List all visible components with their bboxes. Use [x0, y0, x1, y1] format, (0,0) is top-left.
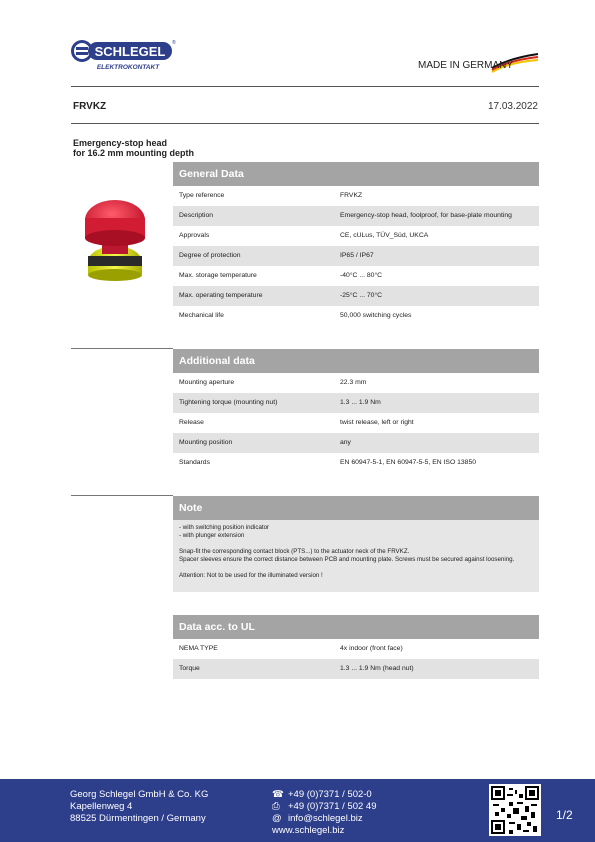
schlegel-logo [70, 38, 180, 72]
note-line: Spacer sleeves ensure the correct distance between PCB and mounting plate. Screws must be secured against loosening. [179, 556, 515, 563]
note-line: Attention: Not to be used for the illuminated version ! [179, 572, 323, 579]
phone-icon: ☎ [272, 789, 284, 800]
website-link[interactable]: www.schlegel.biz [272, 825, 345, 836]
row-key: Standards [179, 459, 210, 466]
product-subtitle [73, 138, 223, 158]
note-header: Note [173, 496, 539, 520]
document-date: 17.03.2022 [487, 101, 538, 112]
row-key: Torque [179, 665, 200, 672]
svg-text:SCHLEGEL: SCHLEGEL [94, 44, 166, 59]
row-key: Degree of protection [179, 252, 241, 259]
table-row [173, 286, 539, 306]
company-city: 88525 Dürmentingen / Germany [70, 813, 206, 824]
row-key: Approvals [179, 232, 210, 239]
page-number: 1/2 [556, 808, 573, 822]
row-value: CE, cULus, TÜV_Süd, UKCA [340, 232, 429, 239]
table-row [173, 186, 539, 206]
row-key: Mechanical life [179, 312, 224, 319]
email-address[interactable]: info@schlegel.biz [288, 813, 363, 824]
row-key: Release [179, 419, 204, 426]
row-value: twist release, left or right [340, 419, 414, 426]
table-row [173, 373, 539, 393]
section-divider [71, 495, 173, 496]
svg-text:ELEKTROKONTAKT: ELEKTROKONTAKT [96, 64, 160, 71]
row-value: -25°C ... 70°C [340, 292, 383, 299]
row-value: -40°C ... 80°C [340, 272, 383, 279]
product-image [80, 200, 150, 290]
company-street: Kapellenweg 4 [70, 801, 133, 812]
table-row [173, 266, 539, 286]
additional-data-header: Additional data [173, 349, 539, 373]
table-row [173, 433, 539, 453]
note-line: Snap-fit the corresponding contact block (PTS...) to the actuator neck of the FRVKZ. [179, 548, 410, 555]
table-row [173, 639, 539, 659]
footer-contact [272, 789, 376, 837]
product-code: FRVKZ [73, 101, 107, 112]
general-data-header: General Data [173, 162, 539, 186]
fax-number: +49 (0)7371 / 502 49 [288, 801, 377, 812]
subtitle-line-1: Emergency-stop head [73, 138, 168, 148]
row-value: 50,000 switching cycles [340, 312, 412, 319]
table-row [173, 306, 539, 326]
made-in-label: MADE IN GERMANY [418, 60, 514, 71]
row-value: Emergency-stop head, foolproof, for base-plate mounting [340, 212, 512, 219]
row-value: 22.3 mm [340, 379, 367, 386]
subtitle-line-2: for 16.2 mm mounting depth [73, 148, 195, 158]
row-value: EN 60947-5-1, EN 60947-5-5, EN ISO 13850 [340, 459, 477, 466]
phone-number: +49 (0)7371 / 502-0 [288, 789, 372, 800]
ul-data-header: Data acc. to UL [173, 615, 539, 639]
row-key: Max. storage temperature [179, 272, 257, 279]
company-name: Georg Schlegel GmbH & Co. KG [70, 789, 209, 800]
table-row [173, 413, 539, 433]
row-value: 1.3 ... 1.9 Nm [340, 399, 381, 406]
footer-address [70, 789, 208, 825]
row-key: Tightening torque (mounting nut) [179, 399, 278, 406]
row-key: Description [179, 212, 213, 219]
row-value: FRVKZ [340, 192, 363, 199]
note-line: - with switching position indicator [179, 524, 270, 531]
header-rule [71, 86, 539, 87]
svg-text:®: ® [172, 40, 176, 46]
table-row [173, 393, 539, 413]
row-value: IP65 / IP67 [340, 252, 374, 259]
table-row [173, 659, 539, 679]
row-value: any [340, 439, 351, 446]
table-row [173, 246, 539, 266]
row-key: NEMA TYPE [179, 645, 218, 652]
header-rule-lower [71, 123, 539, 124]
section-divider [71, 348, 173, 349]
table-row [173, 453, 539, 473]
fax-icon: ⎙ [272, 801, 280, 812]
email-icon: @ [272, 813, 282, 824]
row-key: Mounting aperture [179, 379, 235, 386]
row-key: Type reference [179, 192, 225, 199]
row-key: Max. operating temperature [179, 292, 263, 299]
row-key: Mounting position [179, 439, 233, 446]
row-value: 4x indoor (front face) [340, 645, 403, 652]
note-line: - with plunger extension [179, 532, 245, 539]
note-content [173, 520, 539, 592]
table-row [173, 206, 539, 226]
qr-code [489, 784, 541, 836]
note-spacer [179, 540, 533, 548]
note-spacer [179, 564, 533, 572]
row-value: 1.3 ... 1.9 Nm (head nut) [340, 665, 414, 672]
table-row [173, 226, 539, 246]
